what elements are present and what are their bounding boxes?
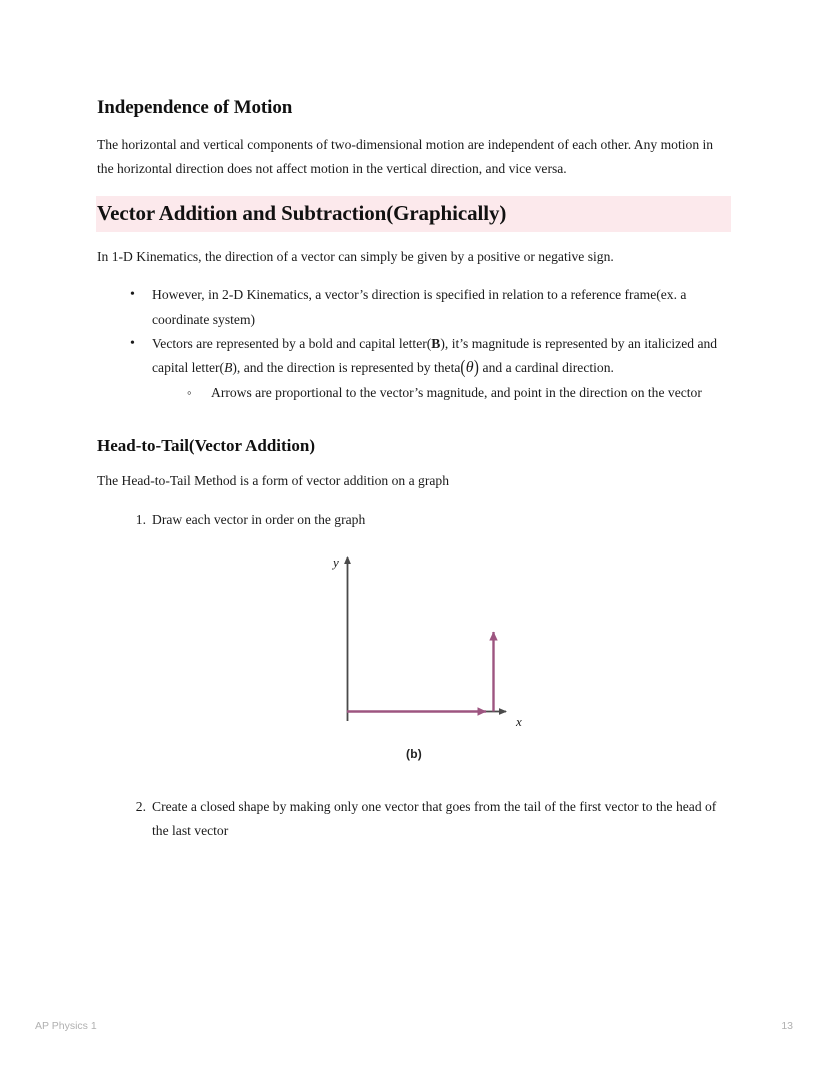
head-to-tail-steps-list-part-2: [97, 795, 731, 844]
figure-caption: (b): [406, 747, 422, 762]
paren-open: (: [460, 358, 466, 379]
footer-document-name: AP Physics 1: [35, 1020, 97, 1032]
document-content: [97, 96, 731, 850]
italic-magnitude-symbol: B: [224, 360, 233, 376]
bullet-text-part-2: ), it’s magnitude is represented by an italicized and capital letter(: [152, 336, 718, 376]
theta-symbol: θ: [465, 359, 474, 377]
paragraph-independence-of-motion: The horizontal and vertical components of two-dimensional motion are independent of each other. Any motion in the horizontal direction does not affect motion in the vertical direction, and vice versa.: [97, 137, 714, 177]
bullet-text-part-3: ), and the direction is represented by theta: [232, 360, 461, 376]
vector-addition-bullet-list: [97, 283, 731, 405]
step-2-text: Create a closed shape by making only one vector that goes from the tail of the first vector to the head of the last vector: [152, 799, 717, 839]
head-to-tail-steps-list-part-1: [97, 508, 731, 532]
list-item: [126, 283, 731, 332]
paragraph-vector-addition-intro: In 1-D Kinematics, the direction of a vector can simply be given by a positive or negative sign.: [97, 248, 614, 264]
list-item: [126, 508, 731, 532]
heading-head-to-tail: Head-to-Tail(Vector Addition): [97, 436, 316, 456]
bullet-text-reference-frame: However, in 2-D Kinematics, a vector’s direction is specified in relation to a reference frame(ex. a coordinate system): [152, 287, 687, 327]
list-item: [126, 795, 731, 844]
vector-diagram-figure: [97, 540, 731, 785]
step-1-text: Draw each vector in order on the graph: [152, 511, 366, 527]
bullet-text-part-1: Vectors are represented by a bold and capital letter(: [152, 336, 432, 352]
sub-bullet-text-arrows: Arrows are proportional to the vector’s magnitude, and point in the direction on the vector: [211, 384, 702, 400]
paragraph-head-to-tail-intro: The Head-to-Tail Method is a form of vector addition on a graph: [97, 473, 449, 489]
list-item: [126, 332, 731, 405]
bold-vector-symbol: B: [431, 336, 441, 352]
heading-independence-of-motion: Independence of Motion: [97, 97, 293, 118]
vector-addition-sub-bullet-list: [152, 381, 731, 405]
bullet-text-part-4: and a cardinal direction.: [479, 360, 614, 376]
x-axis-label: x: [516, 714, 522, 730]
footer-page-number: 13: [781, 1020, 793, 1032]
list-item: [185, 381, 731, 405]
vector-diagram-svg: [97, 540, 731, 745]
page-footer: [35, 1020, 793, 1032]
paren-close: ): [473, 358, 480, 379]
theta-expression: [460, 358, 480, 379]
y-axis-label: y: [333, 555, 339, 571]
heading-vector-addition-subtraction: Vector Addition and Subtraction(Graphically): [96, 196, 731, 232]
